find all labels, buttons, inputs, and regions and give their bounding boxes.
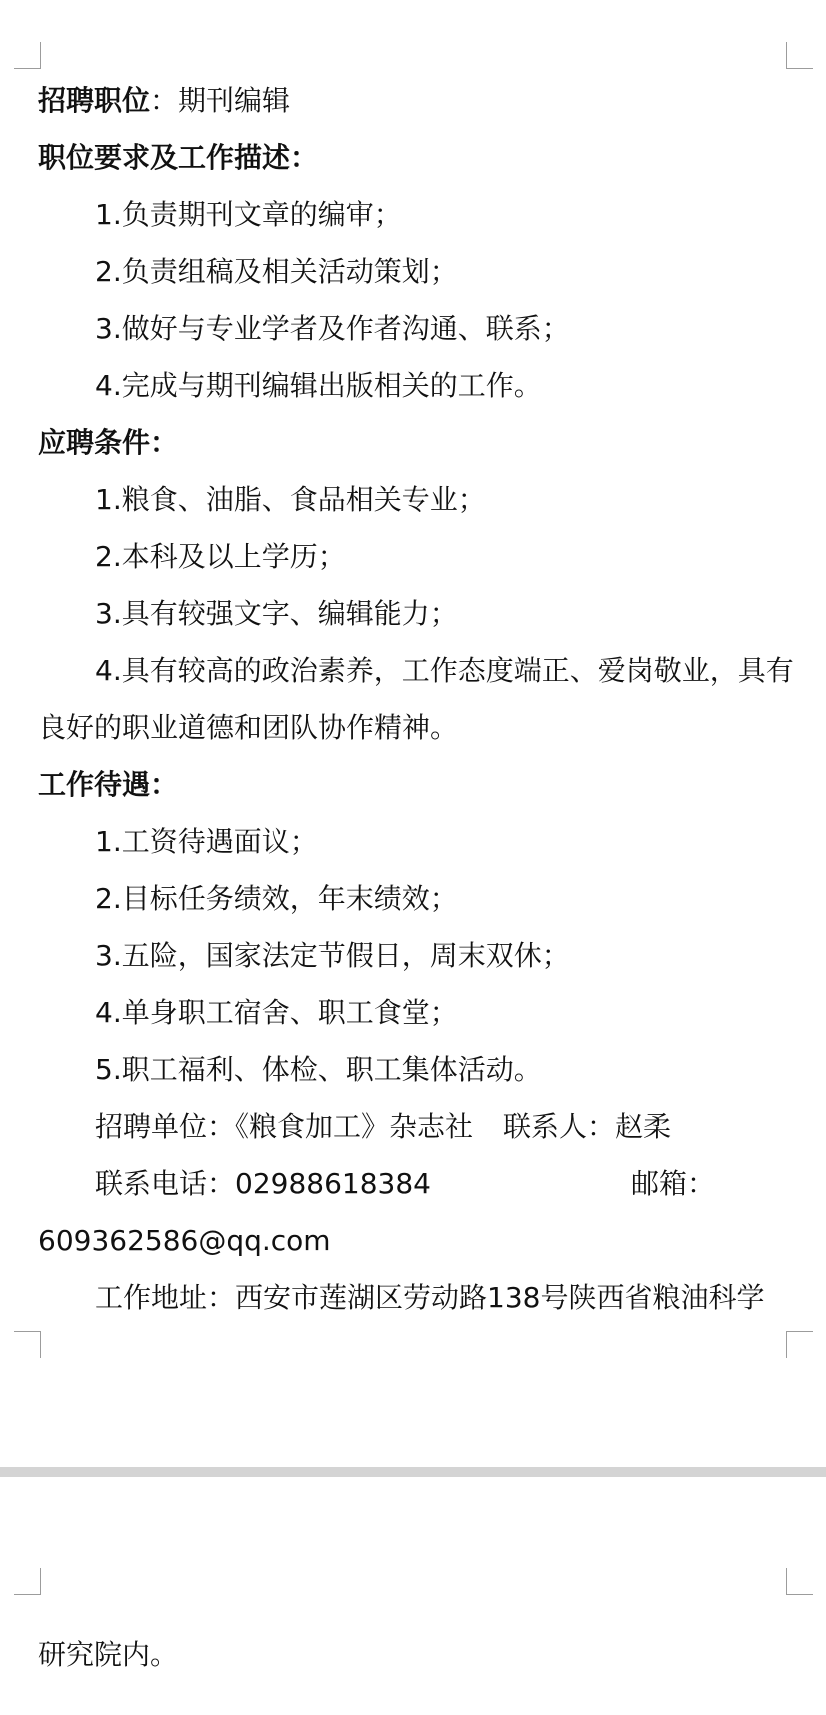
benefit-item: 3.五险，国家法定节假日，周末双休； xyxy=(95,939,570,972)
address-label: 工作地址： xyxy=(95,1281,236,1314)
benefits-heading: 工作待遇： xyxy=(38,768,179,801)
address-line xyxy=(38,1269,794,1326)
document-page-2 xyxy=(0,1488,826,1715)
address-continuation: 研究院内。 xyxy=(38,1638,179,1671)
requirements-heading: 应聘条件： xyxy=(38,426,179,459)
page-corner-mark xyxy=(786,1331,813,1358)
page-corner-mark xyxy=(14,1331,41,1358)
contact-person-value: 赵柔 xyxy=(615,1110,672,1143)
employer-line xyxy=(38,1098,794,1155)
duty-item: 1.负责期刊文章的编审； xyxy=(95,198,402,231)
requirement-item: 2.本科及以上学历； xyxy=(95,540,346,573)
job-position-value: 期刊编辑 xyxy=(178,84,291,117)
page-corner-mark xyxy=(786,1568,813,1595)
document-body xyxy=(38,1626,794,1683)
phone-line xyxy=(38,1155,794,1212)
page-break-separator xyxy=(0,1467,826,1477)
benefit-item: 2.目标任务绩效，年末绩效； xyxy=(95,882,458,915)
address-value: 西安市莲湖区劳动路138号陕西省粮油科学 xyxy=(235,1281,765,1314)
employer-value: 《粮食加工》杂志社 xyxy=(235,1110,474,1143)
page-corner-mark xyxy=(14,42,41,69)
duties-heading: 职位要求及工作描述： xyxy=(38,141,319,174)
page-corner-mark xyxy=(786,42,813,69)
page-corner-mark xyxy=(14,1568,41,1595)
duty-item: 2.负责组稿及相关活动策划； xyxy=(95,255,458,288)
requirement-item: 4.具有较高的政治素养，工作态度端正、爱岗敬业，具有良好的职业道德和团队协作精神。 xyxy=(38,654,794,744)
employer-label: 招聘单位： xyxy=(95,1110,236,1143)
benefit-item: 1.工资待遇面议； xyxy=(95,825,318,858)
phone-label: 联系电话： xyxy=(95,1167,236,1200)
contact-person-label: 联系人： xyxy=(503,1110,616,1143)
phone-value: 02988618384 xyxy=(235,1167,431,1200)
benefit-item: 4.单身职工宿舍、职工食堂； xyxy=(95,996,458,1029)
email-value: 609362586@qq.com xyxy=(38,1224,331,1257)
benefit-item: 5.职工福利、体检、职工集体活动。 xyxy=(95,1053,542,1086)
job-position-label: 招聘职位 xyxy=(38,84,151,117)
requirement-item: 1.粮食、油脂、食品相关专业； xyxy=(95,483,486,516)
requirement-item: 3.具有较强文字、编辑能力； xyxy=(95,597,458,630)
job-position-line xyxy=(38,72,794,129)
colon: ： xyxy=(150,84,179,117)
email-label: 邮箱： xyxy=(630,1167,715,1200)
duty-item: 3.做好与专业学者及作者沟通、联系； xyxy=(95,312,570,345)
document-body xyxy=(38,72,794,1326)
duty-item: 4.完成与期刊编辑出版相关的工作。 xyxy=(95,369,542,402)
